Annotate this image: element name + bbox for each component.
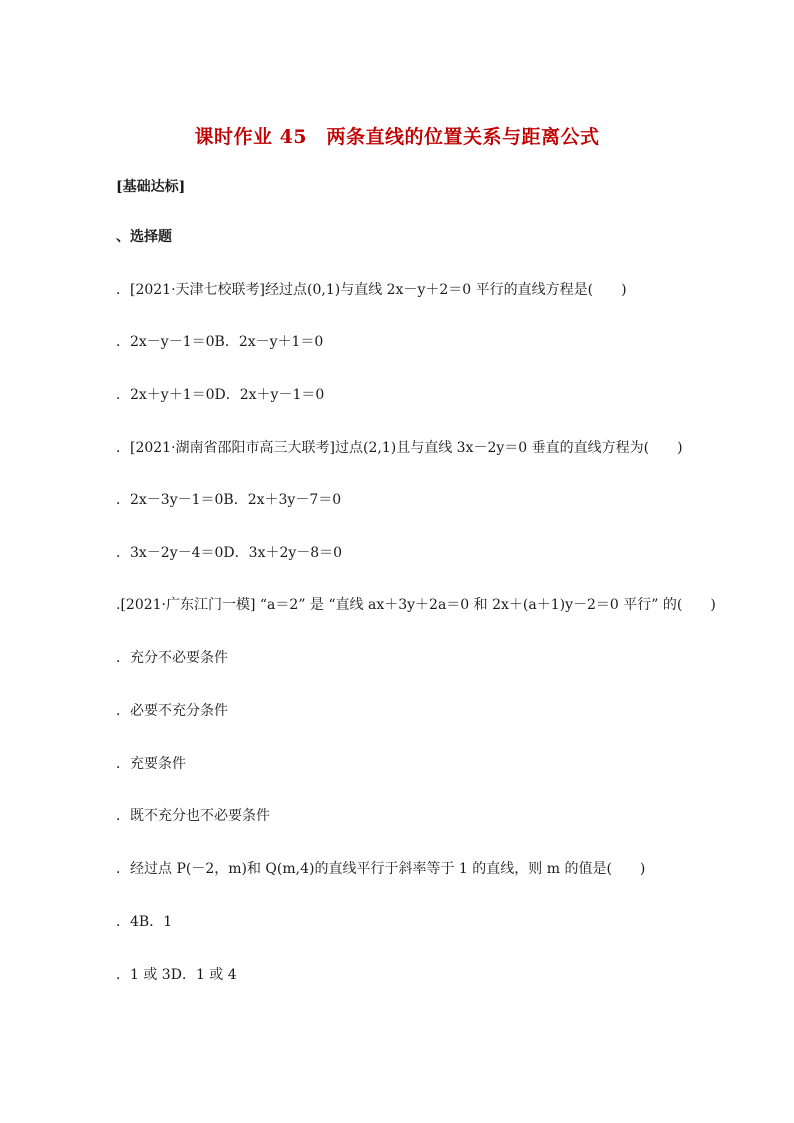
question-1: ．[2021·天津七校联考]经过点(0,1)与直线 2x－y＋2＝0 平行的直线方程是( ) (116, 282, 627, 298)
question-3-option-a: ．充分不必要条件 (116, 650, 228, 666)
question-4-options-ab: ．4B．1 (116, 914, 173, 930)
question-3-option-b: ．必要不充分条件 (116, 703, 228, 719)
page-title: 课时作业 45 两条直线的位置关系与距离公式 (194, 126, 600, 148)
part-heading: 、选择题 (116, 229, 172, 245)
question-2-options-ab: ．2x－3y－1＝0B．2x＋3y－7＝0 (116, 492, 342, 508)
question-2-options-cd: ．3x－2y－4＝0D．3x＋2y－8＝0 (116, 545, 343, 561)
question-1-options-ab: ．2x－y－1＝0B．2x－y＋1＝0 (116, 334, 324, 350)
question-4: ．经过点 P(－2，m)和 Q(m,4)的直线平行于斜率等于 1 的直线，则 m 的值是( ) (116, 861, 646, 877)
question-1-options-cd: ．2x＋y＋1＝0D．2x＋y－1＝0 (116, 387, 325, 403)
question-3-option-d: ．既不充分也不必要条件 (116, 808, 270, 824)
question-3: .[2021·广东江门一模] “a＝2” 是 “直线 ax＋3y＋2a＝0 和 2x＋(a＋1)y－2＝0 平行” 的( ) (116, 597, 716, 613)
question-2: ．[2021·湖南省邵阳市高三大联考]过点(2,1)且与直线 3x－2y＝0 垂直的直线方程为( ) (116, 440, 683, 456)
question-3-option-c: ．充要条件 (116, 756, 186, 772)
section-heading: [基础达标] (116, 179, 186, 195)
question-4-options-cd: ．1 或 3D．1 或 4 (116, 967, 237, 983)
